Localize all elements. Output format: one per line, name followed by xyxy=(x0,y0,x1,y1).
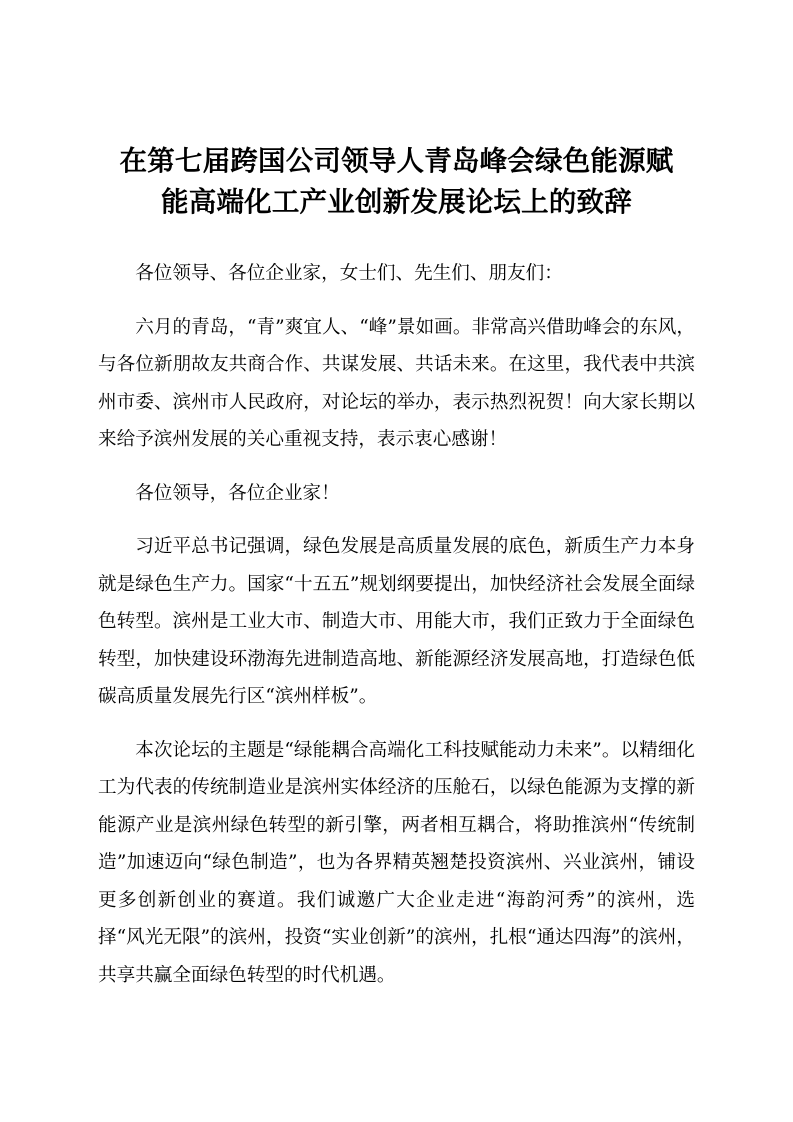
salutation-paragraph: 各位领导，各位企业家！ xyxy=(135,482,340,504)
title-line-1: 在第七届跨国公司领导人青岛峰会绿色能源赋 xyxy=(119,145,674,177)
body-paragraph: 本次论坛的主题是“绿能耦合高端化工科技赋能动力未来”。以精细化工为代表的传统制造业是滨州实体经济的压舱石，以绿色能源为支撑的新能源产业是滨州绿色转型的新引擎，两者相互耦合，将助推滨州“传统制造”加速迈向“绿色制造”，也为各界精英翘楚投资滨州、兴业滨州，铺设更多创新创业的赛道。我们诚邀广大企业走进“海韵河秀”的滨州，选择“风光无限”的滨州，投资“实业创新”的滨州，扎根“通达四海”的滨州，共享共赢全面绿色转型的时代机遇。 xyxy=(98,739,695,986)
title-line-2: 能高端化工产业创新发展论坛上的致辞 xyxy=(161,186,632,218)
body-paragraph: 六月的青岛，“青”爽宜人、“峰”景如画。非常高兴借助峰会的东风，与各位新朋故友共商合作、共谋发展、共话未来。在这里，我代表中共滨州市委、滨州市人民政府，对论坛的举办，表示热烈祝贺！向大家长期以来给予滨州发展的关心重视支持，表示衷心感谢！ xyxy=(98,316,695,450)
body-paragraph: 习近平总书记强调，绿色发展是高质量发展的底色，新质生产力本身就是绿色生产力。国家“十五五”规划纲要提出，加快经济社会发展全面绿色转型。滨州是工业大市、制造大市、用能大市，我们正致力于全面绿色转型，加快建设环渤海先进制造高地、新能源经济发展高地，打造绿色低碳高质量发展先行区“滨州样板”。 xyxy=(98,536,695,707)
document-title xyxy=(96,141,697,223)
document-body xyxy=(98,255,695,1010)
salutation-paragraph: 各位领导、各位企业家，女士们、先生们、朋友们： xyxy=(135,263,563,284)
